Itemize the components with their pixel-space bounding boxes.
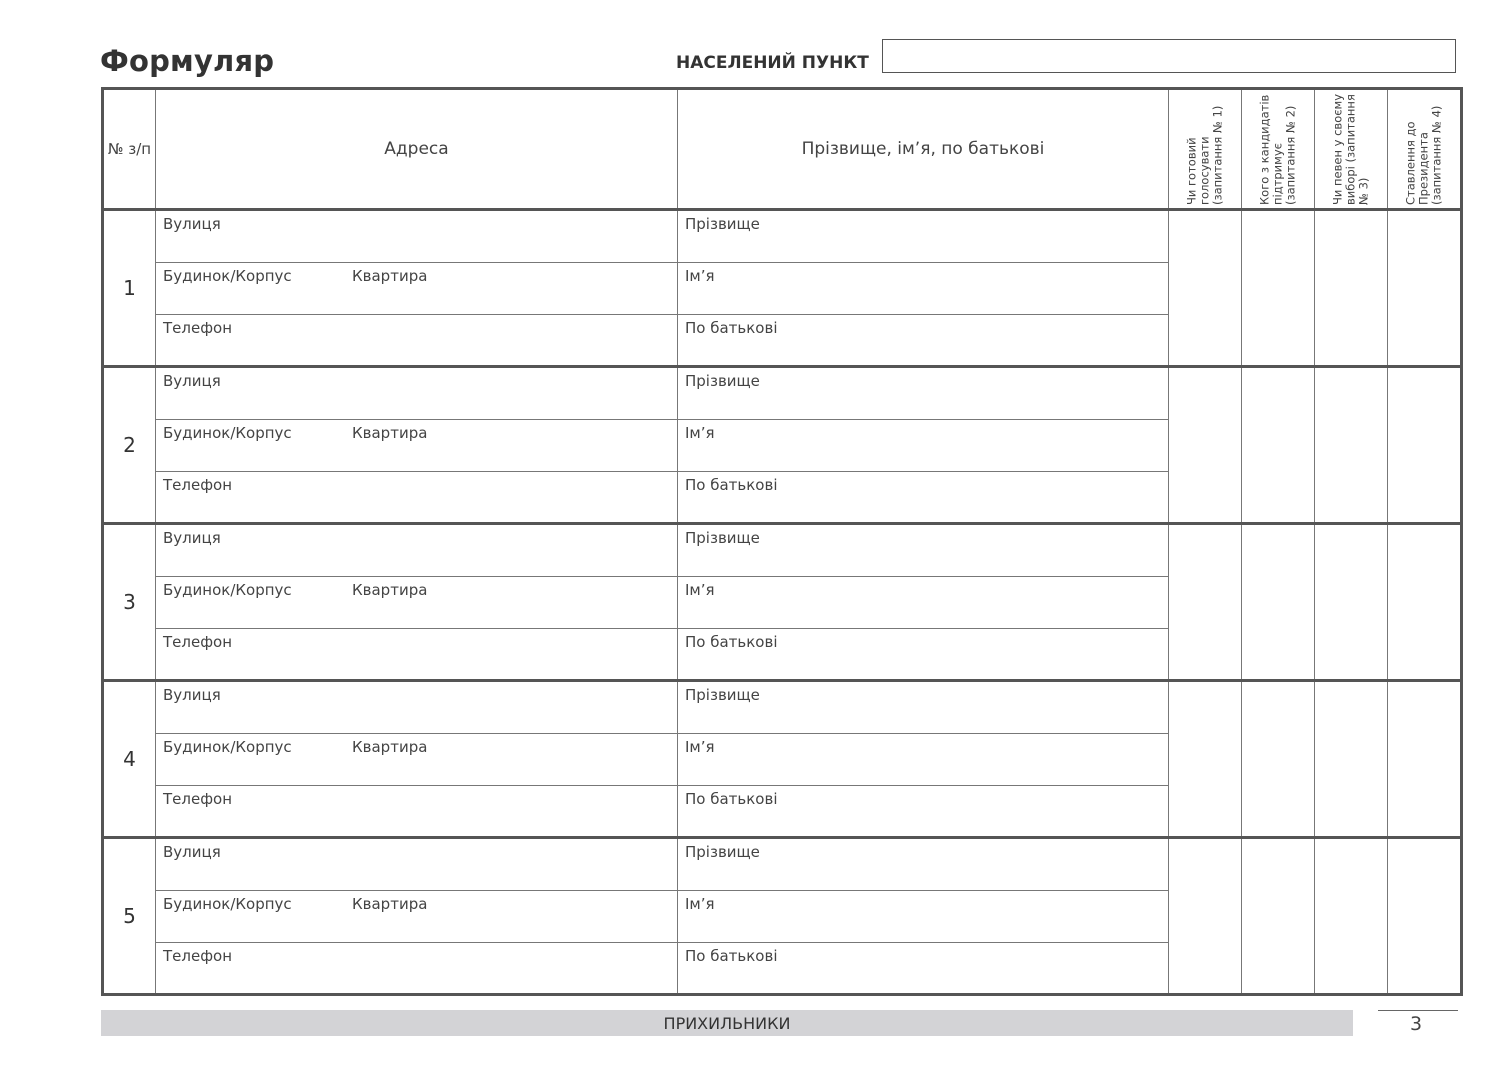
settlement-input[interactable] [882, 39, 1456, 73]
table-header-row [103, 89, 1462, 210]
answer-q4-cell[interactable] [1388, 681, 1462, 838]
building-label: Будинок/Корпус [163, 267, 292, 285]
street-label: Вулиця [163, 529, 221, 547]
street-field[interactable] [156, 838, 678, 891]
record-number: 2 [103, 367, 156, 524]
column-header-q2-label: Кого з кандидатів підтримує (запитання № 2) [1257, 94, 1298, 205]
table-row [103, 838, 1462, 891]
street-label: Вулиця [163, 843, 221, 861]
patronymic-label: По батькові [685, 476, 778, 494]
answer-q1-cell[interactable] [1169, 367, 1242, 524]
building-apartment-field[interactable] [156, 420, 678, 472]
answer-q2-cell[interactable] [1242, 524, 1315, 681]
building-label: Будинок/Корпус [163, 738, 292, 756]
supporters-form-table [101, 87, 1463, 996]
answer-q2-cell[interactable] [1242, 681, 1315, 838]
building-apartment-field[interactable] [156, 577, 678, 629]
surname-field[interactable] [678, 838, 1169, 891]
phone-label: Телефон [163, 633, 233, 651]
footer-section-band [101, 1010, 1353, 1036]
answer-q3-cell[interactable] [1315, 681, 1388, 838]
record-number: 5 [103, 838, 156, 995]
building-label: Будинок/Корпус [163, 424, 292, 442]
answer-q1-cell[interactable] [1169, 681, 1242, 838]
patronymic-field[interactable] [678, 629, 1169, 681]
surname-label: Прізвище [685, 529, 760, 547]
surname-label: Прізвище [685, 686, 760, 704]
street-label: Вулиця [163, 372, 221, 390]
surname-label: Прізвище [685, 215, 760, 233]
phone-field[interactable] [156, 786, 678, 838]
apartment-label: Квартира [352, 267, 428, 285]
building-apartment-field[interactable] [156, 734, 678, 786]
answer-q4-cell[interactable] [1388, 524, 1462, 681]
answer-q4-cell[interactable] [1388, 367, 1462, 524]
first-name-field[interactable] [678, 420, 1169, 472]
phone-field[interactable] [156, 472, 678, 524]
first-name-field[interactable] [678, 891, 1169, 943]
patronymic-field[interactable] [678, 943, 1169, 995]
surname-field[interactable] [678, 367, 1169, 420]
column-header-q4-label: Ставлення до Президента (запитання № 4) [1403, 105, 1444, 205]
first-name-label: Імʼя [685, 581, 715, 599]
first-name-label: Імʼя [685, 267, 715, 285]
answer-q1-cell[interactable] [1169, 210, 1242, 367]
column-header-address: Адреса [156, 89, 678, 210]
column-header-full-name: Прізвище, імʼя, по батькові [678, 89, 1169, 210]
answer-q2-cell[interactable] [1242, 838, 1315, 995]
answer-q2-cell[interactable] [1242, 210, 1315, 367]
column-header-q3-label: Чи певен у своєму виборі (запитання № 3) [1330, 93, 1371, 205]
first-name-label: Імʼя [685, 738, 715, 756]
table-row [103, 524, 1462, 577]
phone-label: Телефон [163, 319, 233, 337]
first-name-field[interactable] [678, 734, 1169, 786]
street-field[interactable] [156, 681, 678, 734]
building-label: Будинок/Корпус [163, 581, 292, 599]
page-number: 3 [1410, 1013, 1423, 1035]
patronymic-field[interactable] [678, 786, 1169, 838]
column-header-q3 [1315, 89, 1388, 210]
record-number: 3 [103, 524, 156, 681]
phone-label: Телефон [163, 947, 233, 965]
apartment-label: Квартира [352, 424, 428, 442]
street-field[interactable] [156, 524, 678, 577]
record-number: 1 [103, 210, 156, 367]
apartment-label: Квартира [352, 895, 428, 913]
first-name-label: Імʼя [685, 424, 715, 442]
apartment-label: Квартира [352, 738, 428, 756]
column-header-q1-label: Чи готовий голосувати (запитання № 1) [1184, 105, 1225, 205]
first-name-field[interactable] [678, 577, 1169, 629]
street-label: Вулиця [163, 686, 221, 704]
street-field[interactable] [156, 210, 678, 263]
footer-section-label: ПРИХИЛЬНИКИ [663, 1013, 791, 1033]
column-header-number: № з/п [103, 89, 156, 210]
surname-label: Прізвище [685, 372, 760, 390]
answer-q3-cell[interactable] [1315, 838, 1388, 995]
phone-label: Телефон [163, 790, 233, 808]
first-name-label: Імʼя [685, 895, 715, 913]
building-apartment-field[interactable] [156, 891, 678, 943]
column-header-q1 [1169, 89, 1242, 210]
phone-label: Телефон [163, 476, 233, 494]
column-header-q2 [1242, 89, 1315, 210]
first-name-field[interactable] [678, 263, 1169, 315]
phone-field[interactable] [156, 629, 678, 681]
table-row [103, 367, 1462, 420]
page-title: Формуляр [100, 44, 275, 78]
phone-field[interactable] [156, 943, 678, 995]
answer-q3-cell[interactable] [1315, 524, 1388, 681]
patronymic-label: По батькові [685, 790, 778, 808]
surname-field[interactable] [678, 681, 1169, 734]
form-body [103, 210, 1462, 995]
street-label: Вулиця [163, 215, 221, 233]
table-row [103, 210, 1462, 263]
patronymic-field[interactable] [678, 472, 1169, 524]
apartment-label: Квартира [352, 581, 428, 599]
surname-field[interactable] [678, 524, 1169, 577]
surname-field[interactable] [678, 210, 1169, 263]
patronymic-field[interactable] [678, 315, 1169, 367]
patronymic-label: По батькові [685, 633, 778, 651]
answer-q2-cell[interactable] [1242, 367, 1315, 524]
patronymic-label: По батькові [685, 319, 778, 337]
answer-q1-cell[interactable] [1169, 524, 1242, 681]
building-apartment-field[interactable] [156, 263, 678, 315]
table-row [103, 681, 1462, 734]
settlement-label: НАСЕЛЕНИЙ ПУНКТ [676, 53, 869, 73]
record-number: 4 [103, 681, 156, 838]
answer-q3-cell[interactable] [1315, 210, 1388, 367]
answer-q1-cell[interactable] [1169, 838, 1242, 995]
column-header-q4 [1388, 89, 1462, 210]
surname-label: Прізвище [685, 843, 760, 861]
phone-field[interactable] [156, 315, 678, 367]
answer-q4-cell[interactable] [1388, 838, 1462, 995]
answer-q3-cell[interactable] [1315, 367, 1388, 524]
footer-divider [1378, 1010, 1458, 1011]
street-field[interactable] [156, 367, 678, 420]
answer-q4-cell[interactable] [1388, 210, 1462, 367]
building-label: Будинок/Корпус [163, 895, 292, 913]
patronymic-label: По батькові [685, 947, 778, 965]
